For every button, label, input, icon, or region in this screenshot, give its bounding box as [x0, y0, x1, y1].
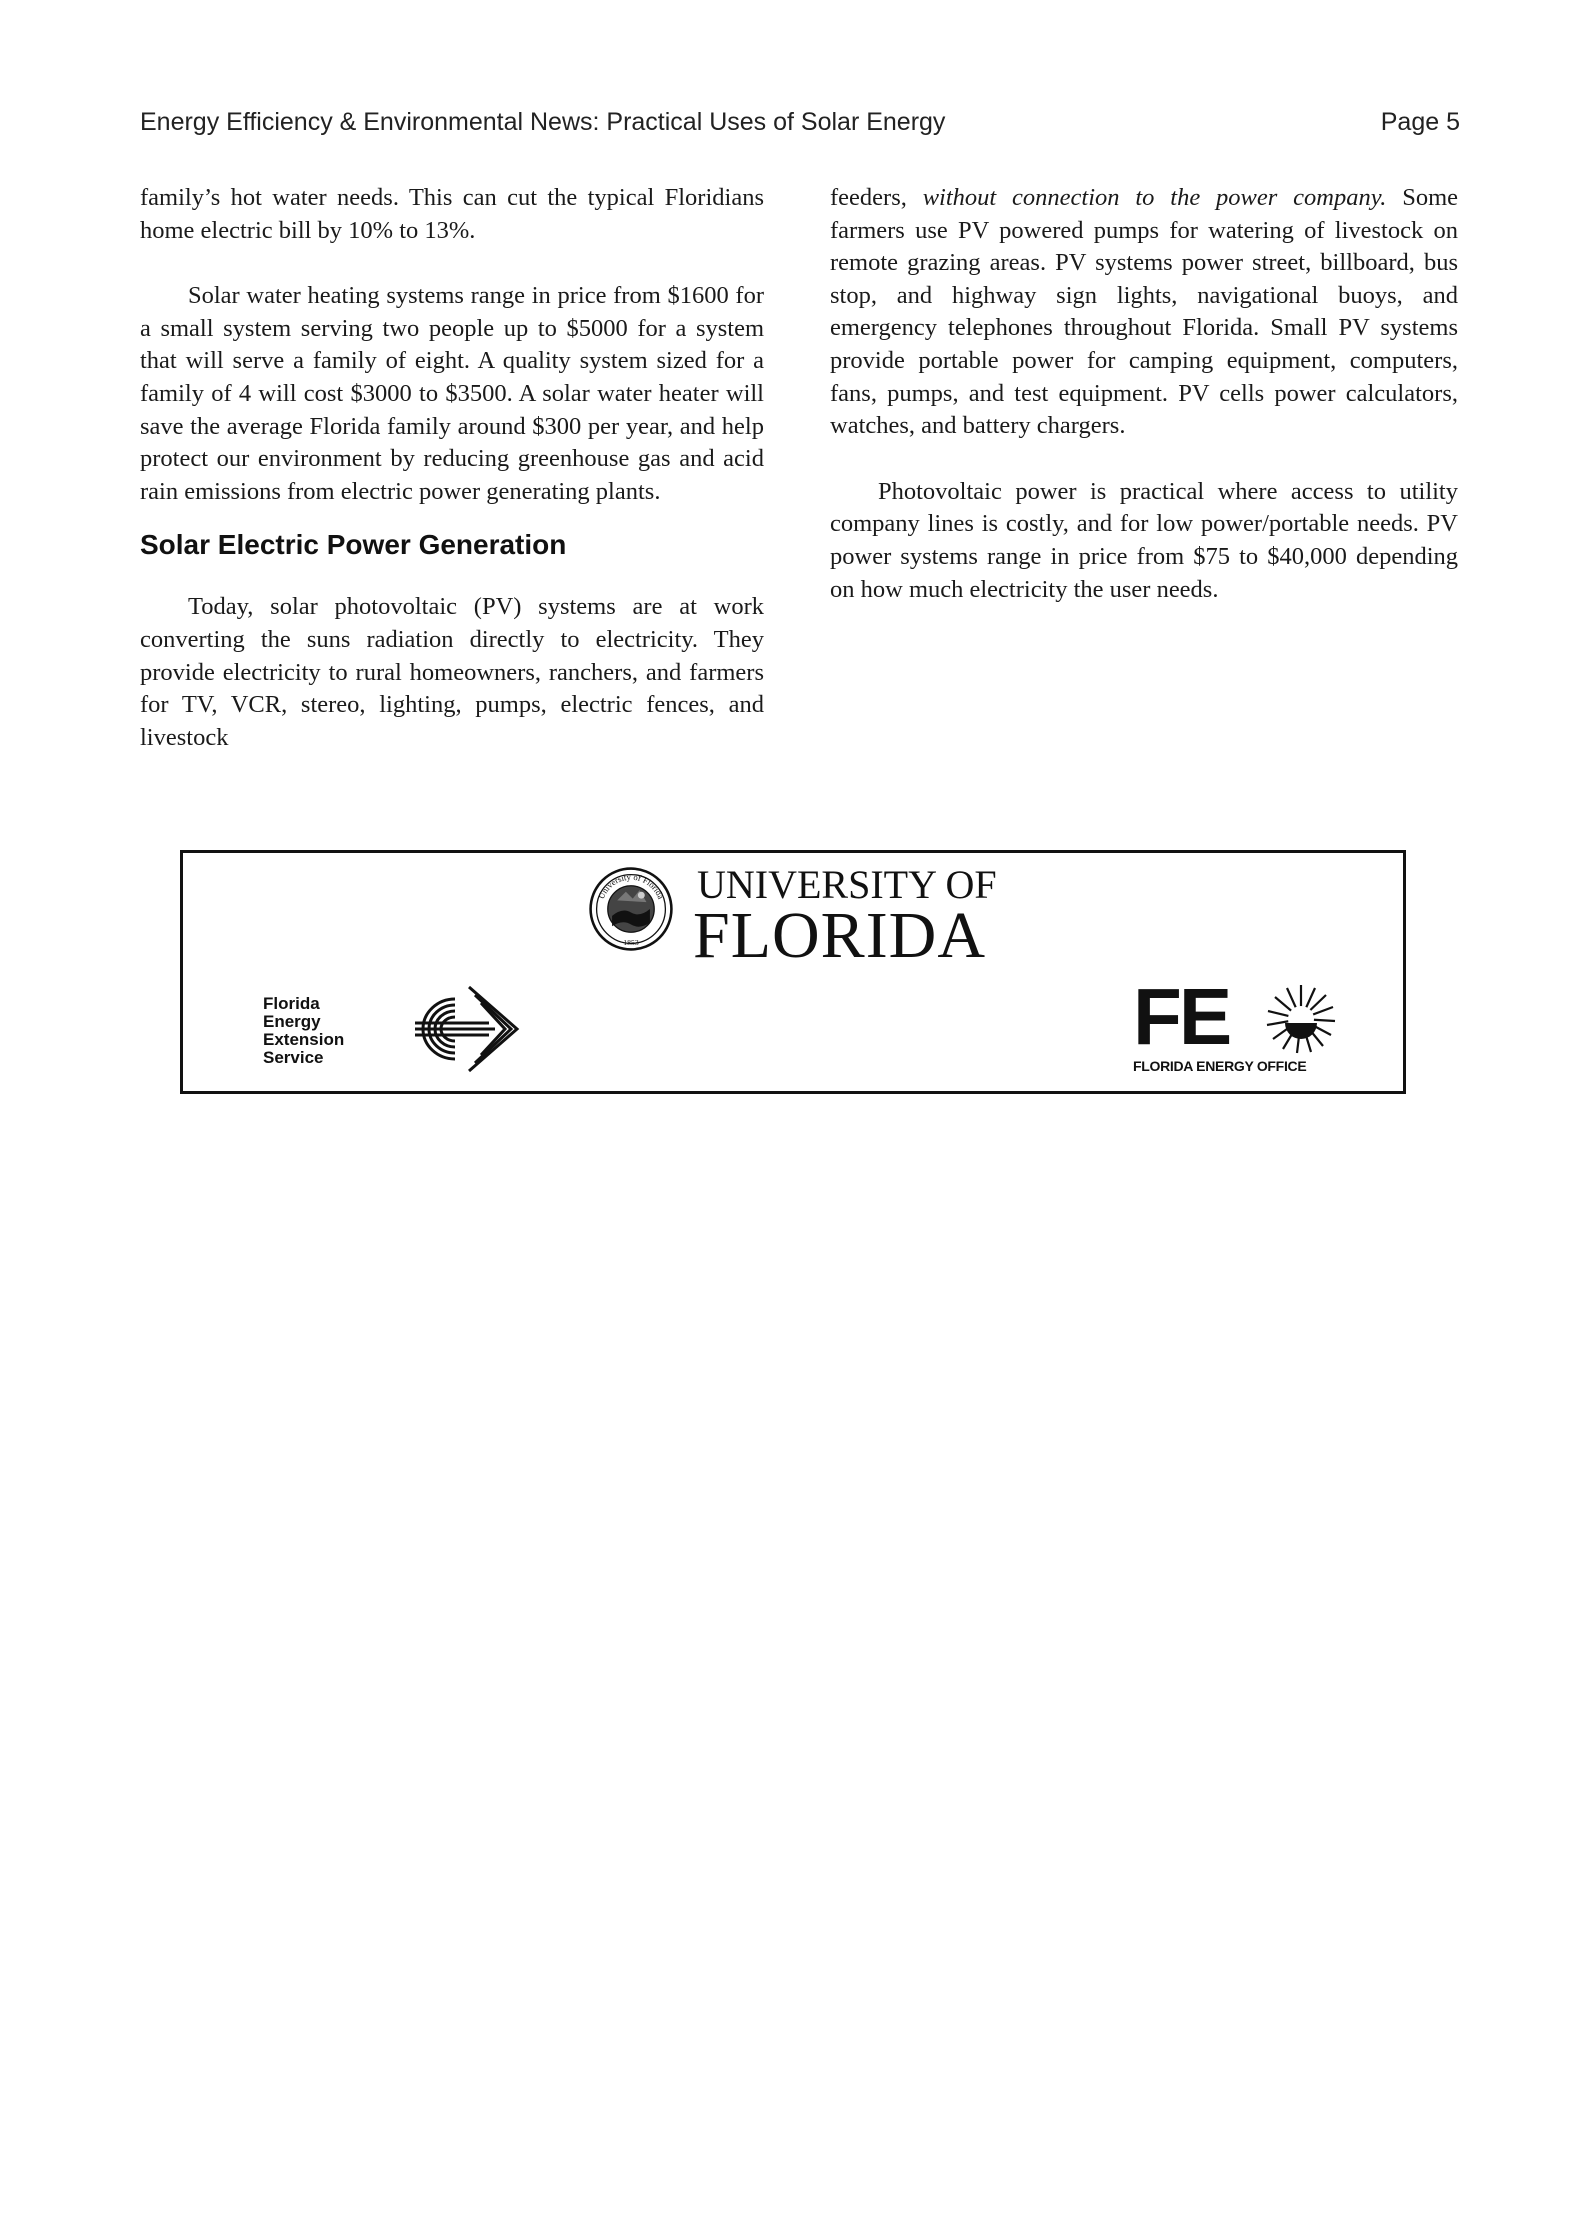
fees-arrow-logo-icon [371, 981, 531, 1077]
section-heading: Solar Electric Power Generation [140, 529, 567, 561]
paragraph-pv-practical: Photovoltaic power is practical where access to utility company lines is costly, and for low power/portable needs. PV power systems range in price from $75 to $40,000 depending on how much electricity the user needs. [830, 477, 1458, 603]
pv-uses-rest: Some farmers use PV powered pumps for watering of livestock on remote grazing areas. PV systems power street, billboard, bus stop, and highway sign lights, navigational buoys, and emergency telephones throughout Florida. Small PV systems provide portable power for camping equipment, computers, fans, pumps, and test equipment. PV cells power calculators, watches, and battery chargers. [830, 184, 1459, 440]
seal-year: 1853 [623, 938, 639, 948]
feo-caption: FLORIDA ENERGY OFFICE [1133, 1058, 1307, 1074]
page-number: Page 5 [1380, 108, 1460, 136]
left-column [140, 182, 764, 754]
paragraph-pv-uses [830, 182, 1458, 443]
seal-text: University of Florida [595, 871, 667, 901]
paragraph-solar-water-prices: Solar water heating systems range in price from $1600 for a small system serving two people up to $5000 for a system that will serve a family of eight. A quality system sized for a family of 4 will cost $3000 to $3500. A solar water heater will save the average Florida family around $300 per year, and help protect our environment by reducing greenhouse gas and acid rain emissions from electric power generating plants. [140, 282, 764, 505]
pv-uses-start: feeders, [830, 184, 907, 211]
pv-uses-italic: without connection to the power company. [922, 184, 1387, 211]
fees-wordmark: Florida Energy Extension Service [263, 994, 345, 1067]
feo-letters: FE [1133, 972, 1230, 1061]
sponsor-logo-box [180, 850, 1406, 1094]
paragraph-hot-water-savings: family’s hot water needs. This can cut the typical Floridians home electric bill by 10% to 13%. [140, 184, 764, 244]
university-seal-icon [588, 866, 674, 952]
uf-wordmark-line2: FLORIDA [693, 899, 987, 972]
newsletter-title: Energy Efficiency & Environmental News: Practical Uses of Solar Energy [140, 108, 946, 136]
feo-sun-icon [1265, 983, 1337, 1055]
right-column [830, 182, 1458, 606]
uf-wordmark-line1: UNIVERSITY OF [697, 862, 997, 907]
paragraph-pv-intro: Today, solar photovoltaic (PV) systems are at work converting the suns radiation directly to electricity. They provide electricity to rural homeowners, ranchers, and farmers for TV, VCR, stereo, lighting, pumps, electric fences, and livestock [140, 593, 764, 751]
